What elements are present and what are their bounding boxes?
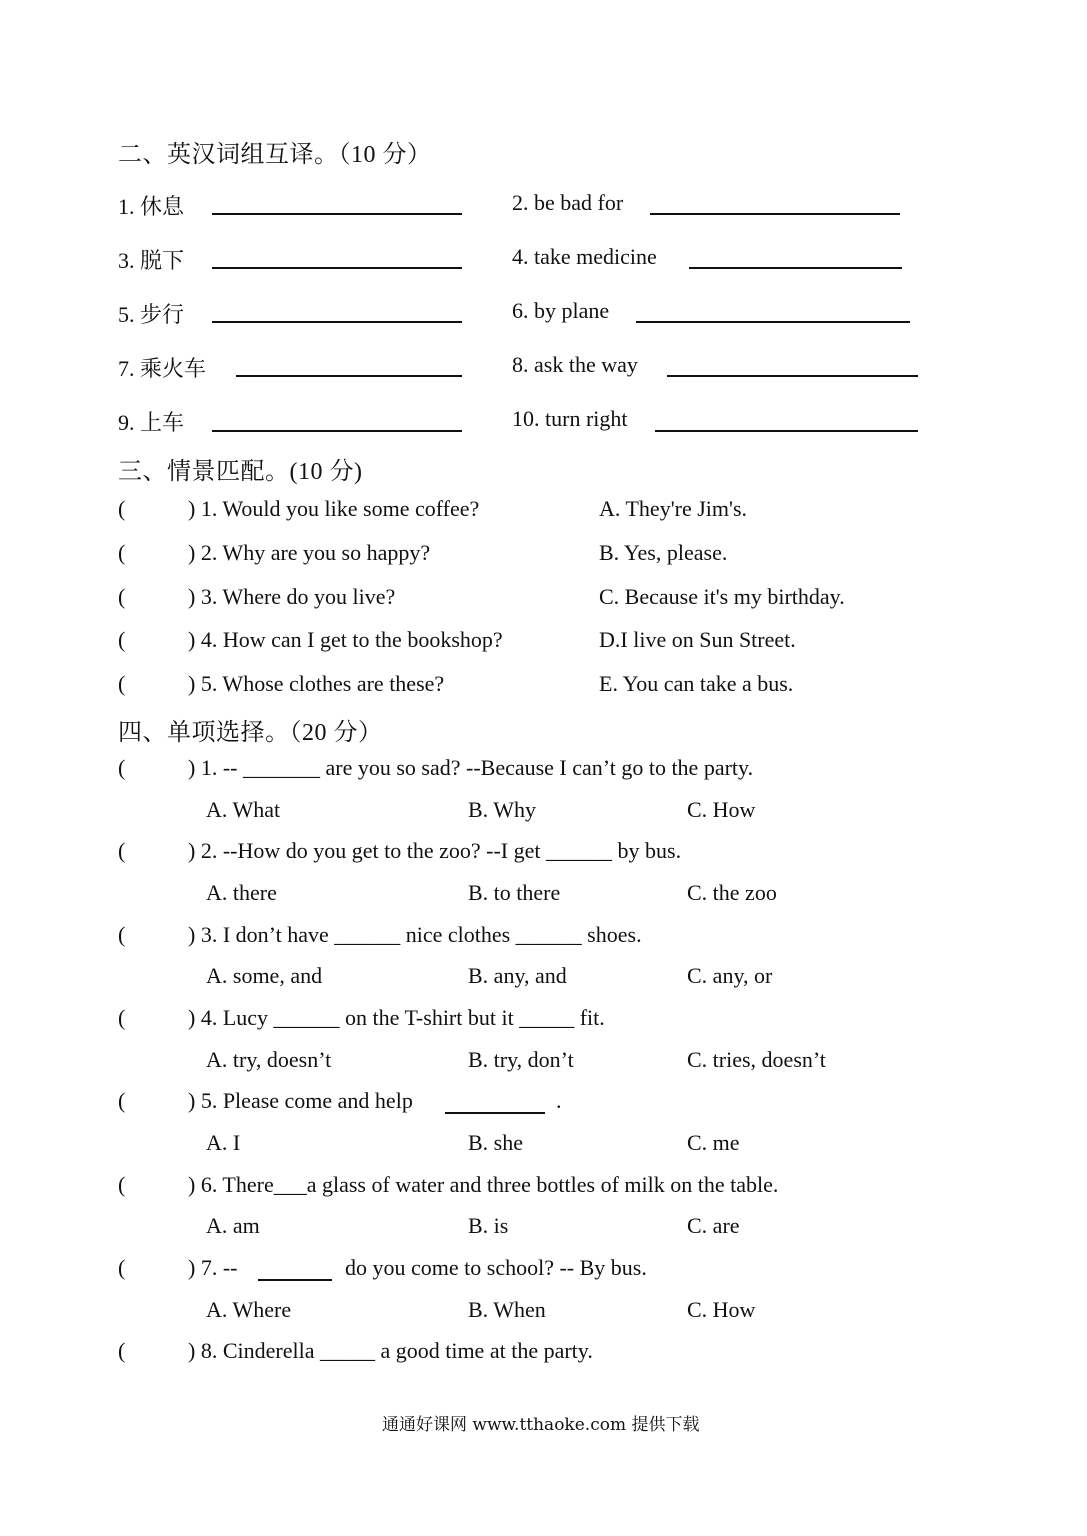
option-a: A. am <box>206 1213 260 1238</box>
answer-blank[interactable] <box>212 430 462 432</box>
match-answer: C. Because it's my birthday. <box>599 584 845 609</box>
option-a: A. some, and <box>206 963 323 988</box>
paren-open: ( <box>118 584 126 609</box>
choice-question: ) 6. There___a glass of water and three bottles of milk on the table. <box>188 1172 779 1197</box>
match-question: ) 4. How can I get to the bookshop? <box>188 627 503 652</box>
translation-item: 8. ask the way <box>512 352 638 377</box>
option-b: B. to there <box>468 880 561 905</box>
translation-item: 1. 休息 <box>118 194 185 219</box>
match-answer: E. You can take a bus. <box>599 671 794 696</box>
paren-open: ( <box>118 1255 126 1280</box>
choice-question: ) 8. Cinderella _____ a good time at the party. <box>188 1338 593 1363</box>
match-question: ) 2. Why are you so happy? <box>188 540 431 565</box>
answer-blank[interactable] <box>236 375 462 377</box>
match-question: ) 1. Would you like some coffee? <box>188 496 480 521</box>
option-a: A. What <box>206 797 281 822</box>
answer-blank[interactable] <box>212 321 462 323</box>
paren-open: ( <box>118 671 126 696</box>
option-a: A. try, doesn’t <box>206 1047 332 1072</box>
option-c: C. the zoo <box>687 880 777 905</box>
answer-blank[interactable] <box>667 375 918 377</box>
translation-item: 10. turn right <box>512 406 628 431</box>
answer-blank[interactable] <box>636 321 910 323</box>
option-c: C. How <box>687 1297 756 1322</box>
choice-question: ) 7. -- <box>188 1255 238 1280</box>
match-question: ) 3. Where do you live? <box>188 584 396 609</box>
paren-open: ( <box>118 922 126 947</box>
paren-open: ( <box>118 627 126 652</box>
choice-question: ) 4. Lucy ______ on the T-shirt but it _____ fit. <box>188 1005 605 1030</box>
section-title: 二、英汉词组互译。（10 分） <box>118 142 432 168</box>
option-b: B. is <box>468 1213 509 1238</box>
option-b: B. Why <box>468 797 537 822</box>
translation-item: 6. by plane <box>512 298 610 323</box>
paren-open: ( <box>118 838 126 863</box>
option-c: C. How <box>687 797 756 822</box>
option-b: B. try, don’t <box>468 1047 574 1072</box>
translation-item: 7. 乘火车 <box>118 356 207 381</box>
translation-item: 9. 上车 <box>118 410 185 435</box>
choice-question: ) 2. --How do you get to the zoo? --I get ______ by bus. <box>188 838 682 863</box>
answer-blank[interactable] <box>650 213 900 215</box>
match-question: ) 5. Whose clothes are these? <box>188 671 445 696</box>
answer-blank[interactable] <box>212 213 462 215</box>
section-title: 四、单项选择。（20 分） <box>118 720 383 746</box>
match-answer: D.I live on Sun Street. <box>599 627 796 652</box>
match-answer: A. They're Jim's. <box>599 496 748 521</box>
answer-blank[interactable] <box>655 430 918 432</box>
match-answer: B. Yes, please. <box>599 540 728 565</box>
option-c: C. me <box>687 1130 740 1155</box>
translation-item: 2. be bad for <box>512 190 624 215</box>
option-a: A. I <box>206 1130 241 1155</box>
option-a: A. there <box>206 880 277 905</box>
section-title: 三、情景匹配。(10 分) <box>118 459 363 485</box>
paren-open: ( <box>118 1172 126 1197</box>
choice-question: ) 3. I don’t have ______ nice clothes ______ shoes. <box>188 922 642 947</box>
footer-text: 通通好课网 www.tthaoke.com 提供下载 <box>382 1415 700 1435</box>
option-b: B. When <box>468 1297 546 1322</box>
option-b: B. any, and <box>468 963 567 988</box>
paren-open: ( <box>118 1005 126 1030</box>
option-a: A. Where <box>206 1297 292 1322</box>
choice-question: ) 1. -- _______ are you so sad? --Because I can’t go to the party. <box>188 755 754 780</box>
translation-item: 4. take medicine <box>512 244 657 269</box>
paren-open: ( <box>118 755 126 780</box>
answer-blank[interactable] <box>445 1112 545 1114</box>
translation-item: 3. 脱下 <box>118 248 185 273</box>
answer-blank[interactable] <box>258 1279 332 1281</box>
option-c: C. are <box>687 1213 740 1238</box>
answer-blank[interactable] <box>212 267 462 269</box>
answer-blank[interactable] <box>689 267 902 269</box>
option-c: C. tries, doesn’t <box>687 1047 826 1072</box>
choice-question: ) 5. Please come and help <box>188 1088 413 1113</box>
paren-open: ( <box>118 1338 126 1363</box>
choice-question-rest: do you come to school? -- By bus. <box>345 1255 647 1280</box>
question-period: . <box>556 1088 562 1113</box>
paren-open: ( <box>118 540 126 565</box>
option-b: B. she <box>468 1130 523 1155</box>
paren-open: ( <box>118 496 126 521</box>
option-c: C. any, or <box>687 963 773 988</box>
translation-item: 5. 步行 <box>118 302 185 327</box>
paren-open: ( <box>118 1088 126 1113</box>
